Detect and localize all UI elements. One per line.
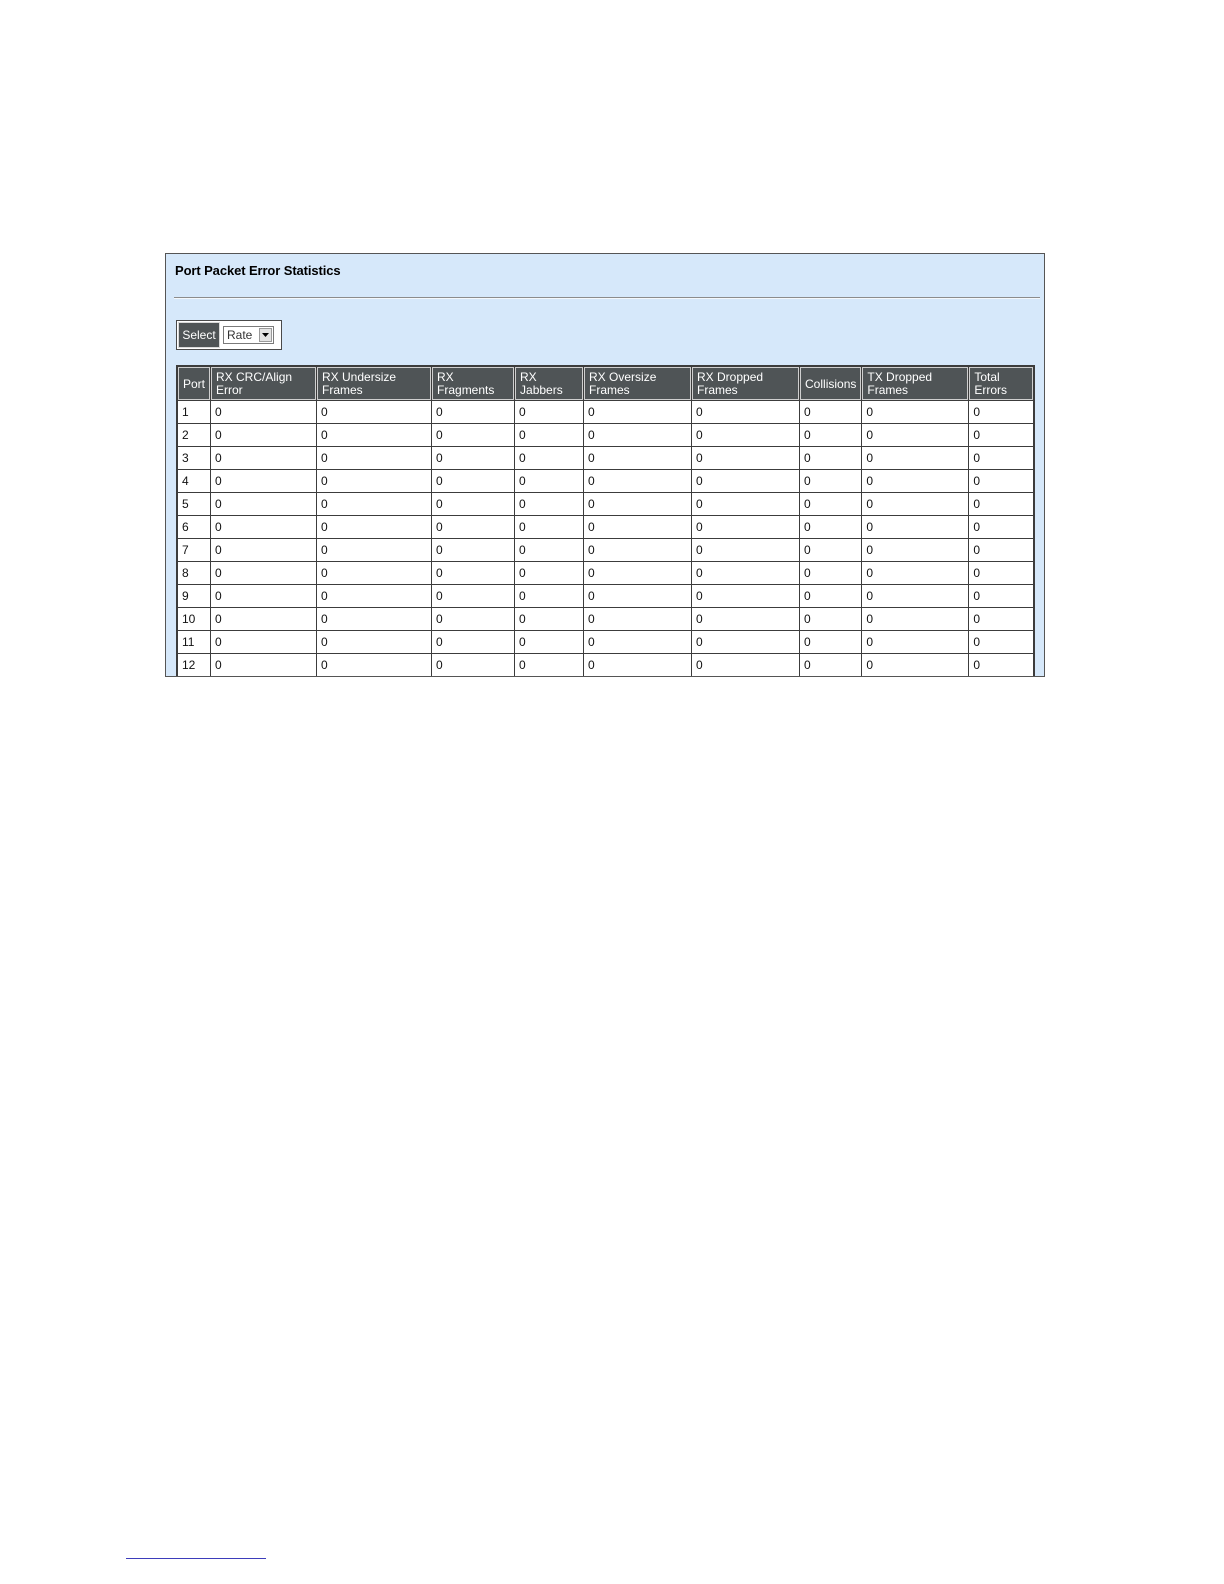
cell-port: 6 — [178, 516, 210, 538]
cell-collisions: 0 — [800, 401, 861, 423]
cell-rx-jabbers: 0 — [515, 539, 583, 561]
cell-rx-fragments: 0 — [432, 585, 514, 607]
column-header-rx-dropped-frames: RX Dropped Frames — [692, 367, 799, 400]
cell-rx-jabbers: 0 — [515, 608, 583, 630]
table-row — [178, 631, 1033, 653]
cell-port: 2 — [178, 424, 210, 446]
cell-rx-jabbers: 0 — [515, 401, 583, 423]
cell-rx-dropped-frames: 0 — [692, 470, 799, 492]
cell-rx-dropped-frames: 0 — [692, 585, 799, 607]
cell-rx-crc-align-error: 0 — [211, 470, 316, 492]
cell-tx-dropped-frames: 0 — [862, 447, 968, 469]
cell-rx-jabbers: 0 — [515, 493, 583, 515]
cell-rx-dropped-frames: 0 — [692, 493, 799, 515]
cell-rx-dropped-frames: 0 — [692, 631, 799, 653]
cell-rx-undersize-frames: 0 — [317, 585, 431, 607]
cell-rx-dropped-frames: 0 — [692, 562, 799, 584]
cell-collisions: 0 — [800, 608, 861, 630]
table-row — [178, 447, 1033, 469]
cell-rx-fragments: 0 — [432, 470, 514, 492]
mode-dropdown[interactable] — [223, 326, 274, 344]
cell-collisions: 0 — [800, 424, 861, 446]
cell-rx-jabbers: 0 — [515, 654, 583, 676]
cell-rx-dropped-frames: 0 — [692, 424, 799, 446]
cell-collisions: 0 — [800, 631, 861, 653]
cell-rx-jabbers: 0 — [515, 447, 583, 469]
cell-rx-fragments: 0 — [432, 608, 514, 630]
cell-rx-fragments: 0 — [432, 654, 514, 676]
cell-total-errors: 0 — [969, 631, 1033, 653]
table-row — [178, 654, 1033, 676]
cell-rx-jabbers: 0 — [515, 562, 583, 584]
cell-tx-dropped-frames: 0 — [862, 585, 968, 607]
cell-total-errors: 0 — [969, 424, 1033, 446]
cell-total-errors: 0 — [969, 447, 1033, 469]
select-label: Select — [178, 322, 220, 348]
cell-collisions: 0 — [800, 470, 861, 492]
cell-rx-undersize-frames: 0 — [317, 631, 431, 653]
cell-rx-undersize-frames: 0 — [317, 470, 431, 492]
table-row — [178, 424, 1033, 446]
cell-total-errors: 0 — [969, 585, 1033, 607]
cell-rx-crc-align-error: 0 — [211, 401, 316, 423]
cell-port: 9 — [178, 585, 210, 607]
cell-rx-jabbers: 0 — [515, 470, 583, 492]
cell-rx-oversize-frames: 0 — [584, 493, 691, 515]
cell-rx-crc-align-error: 0 — [211, 585, 316, 607]
table-body — [178, 401, 1033, 676]
cell-tx-dropped-frames: 0 — [862, 654, 968, 676]
cell-port: 1 — [178, 401, 210, 423]
cell-total-errors: 0 — [969, 539, 1033, 561]
column-header-rx-oversize-frames: RX Oversize Frames — [584, 367, 691, 400]
cell-tx-dropped-frames: 0 — [862, 562, 968, 584]
table-row — [178, 562, 1033, 584]
cell-rx-oversize-frames: 0 — [584, 447, 691, 469]
cell-rx-jabbers: 0 — [515, 424, 583, 446]
cell-rx-fragments: 0 — [432, 401, 514, 423]
cell-rx-fragments: 0 — [432, 631, 514, 653]
cell-tx-dropped-frames: 0 — [862, 608, 968, 630]
cell-rx-dropped-frames: 0 — [692, 654, 799, 676]
cell-rx-undersize-frames: 0 — [317, 562, 431, 584]
mode-dropdown-value: Rate — [227, 328, 253, 342]
cell-port: 11 — [178, 631, 210, 653]
cell-rx-dropped-frames: 0 — [692, 608, 799, 630]
cell-tx-dropped-frames: 0 — [862, 539, 968, 561]
cell-port: 3 — [178, 447, 210, 469]
cell-collisions: 0 — [800, 585, 861, 607]
cell-rx-undersize-frames: 0 — [317, 516, 431, 538]
cell-collisions: 0 — [800, 654, 861, 676]
column-header-rx-jabbers: RX Jabbers — [515, 367, 583, 400]
cell-rx-undersize-frames: 0 — [317, 447, 431, 469]
cell-rx-crc-align-error: 0 — [211, 493, 316, 515]
port-packet-error-statistics-panel — [165, 253, 1045, 677]
cell-rx-undersize-frames: 0 — [317, 401, 431, 423]
column-header-collisions: Collisions — [800, 367, 861, 400]
cell-port: 12 — [178, 654, 210, 676]
cell-rx-crc-align-error: 0 — [211, 631, 316, 653]
cell-rx-crc-align-error: 0 — [211, 539, 316, 561]
cell-port: 7 — [178, 539, 210, 561]
cell-collisions: 0 — [800, 447, 861, 469]
cell-rx-fragments: 0 — [432, 447, 514, 469]
cell-rx-undersize-frames: 0 — [317, 539, 431, 561]
select-cell — [220, 322, 280, 348]
cell-rx-crc-align-error: 0 — [211, 516, 316, 538]
cell-total-errors: 0 — [969, 562, 1033, 584]
cell-rx-crc-align-error: 0 — [211, 562, 316, 584]
cell-total-errors: 0 — [969, 516, 1033, 538]
chevron-down-glyph — [262, 333, 269, 337]
cell-rx-oversize-frames: 0 — [584, 631, 691, 653]
table-row — [178, 516, 1033, 538]
column-header-tx-dropped-frames: TX Dropped Frames — [862, 367, 968, 400]
cell-rx-undersize-frames: 0 — [317, 654, 431, 676]
cell-rx-oversize-frames: 0 — [584, 585, 691, 607]
cell-rx-fragments: 0 — [432, 493, 514, 515]
cell-tx-dropped-frames: 0 — [862, 424, 968, 446]
cell-total-errors: 0 — [969, 401, 1033, 423]
cell-tx-dropped-frames: 0 — [862, 470, 968, 492]
cell-rx-crc-align-error: 0 — [211, 447, 316, 469]
cell-collisions: 0 — [800, 516, 861, 538]
cell-rx-undersize-frames: 0 — [317, 424, 431, 446]
cell-rx-oversize-frames: 0 — [584, 654, 691, 676]
cell-tx-dropped-frames: 0 — [862, 631, 968, 653]
table-row — [178, 585, 1033, 607]
cell-port: 5 — [178, 493, 210, 515]
chevron-down-icon[interactable] — [259, 328, 272, 342]
error-statistics-table — [176, 365, 1035, 677]
cell-tx-dropped-frames: 0 — [862, 516, 968, 538]
column-header-rx-crc-align-error: RX CRC/Align Error — [211, 367, 316, 400]
cell-rx-oversize-frames: 0 — [584, 539, 691, 561]
cell-total-errors: 0 — [969, 654, 1033, 676]
cell-rx-fragments: 0 — [432, 539, 514, 561]
cell-rx-dropped-frames: 0 — [692, 447, 799, 469]
cell-rx-oversize-frames: 0 — [584, 608, 691, 630]
column-header-port: Port — [178, 367, 210, 400]
cell-rx-dropped-frames: 0 — [692, 539, 799, 561]
table-header-row — [178, 367, 1033, 400]
table-row — [178, 493, 1033, 515]
cell-rx-oversize-frames: 0 — [584, 424, 691, 446]
cell-collisions: 0 — [800, 539, 861, 561]
cell-total-errors: 0 — [969, 493, 1033, 515]
table-row — [178, 608, 1033, 630]
column-header-rx-fragments: RX Fragments — [432, 367, 514, 400]
cell-rx-undersize-frames: 0 — [317, 493, 431, 515]
panel-title: Port Packet Error Statistics — [175, 263, 341, 278]
cell-total-errors: 0 — [969, 470, 1033, 492]
cell-rx-jabbers: 0 — [515, 516, 583, 538]
cell-rx-crc-align-error: 0 — [211, 424, 316, 446]
column-header-rx-undersize-frames: RX Undersize Frames — [317, 367, 431, 400]
cell-port: 4 — [178, 470, 210, 492]
cell-rx-oversize-frames: 0 — [584, 562, 691, 584]
cell-rx-oversize-frames: 0 — [584, 516, 691, 538]
cell-collisions: 0 — [800, 562, 861, 584]
cell-rx-dropped-frames: 0 — [692, 401, 799, 423]
select-control — [176, 320, 282, 350]
cell-rx-fragments: 0 — [432, 516, 514, 538]
cell-rx-jabbers: 0 — [515, 585, 583, 607]
title-divider — [174, 297, 1040, 299]
cell-rx-crc-align-error: 0 — [211, 654, 316, 676]
cell-tx-dropped-frames: 0 — [862, 401, 968, 423]
cell-tx-dropped-frames: 0 — [862, 493, 968, 515]
cell-rx-jabbers: 0 — [515, 631, 583, 653]
cell-port: 8 — [178, 562, 210, 584]
cell-collisions: 0 — [800, 493, 861, 515]
cell-rx-fragments: 0 — [432, 562, 514, 584]
cell-port: 10 — [178, 608, 210, 630]
table-row — [178, 539, 1033, 561]
cell-rx-undersize-frames: 0 — [317, 608, 431, 630]
cell-total-errors: 0 — [969, 608, 1033, 630]
cell-rx-oversize-frames: 0 — [584, 470, 691, 492]
cell-rx-dropped-frames: 0 — [692, 516, 799, 538]
cell-rx-oversize-frames: 0 — [584, 401, 691, 423]
cell-rx-fragments: 0 — [432, 424, 514, 446]
footnote-separator — [126, 1558, 266, 1559]
cell-rx-crc-align-error: 0 — [211, 608, 316, 630]
table-row — [178, 470, 1033, 492]
column-header-total-errors: Total Errors — [969, 367, 1033, 400]
table-row — [178, 401, 1033, 423]
